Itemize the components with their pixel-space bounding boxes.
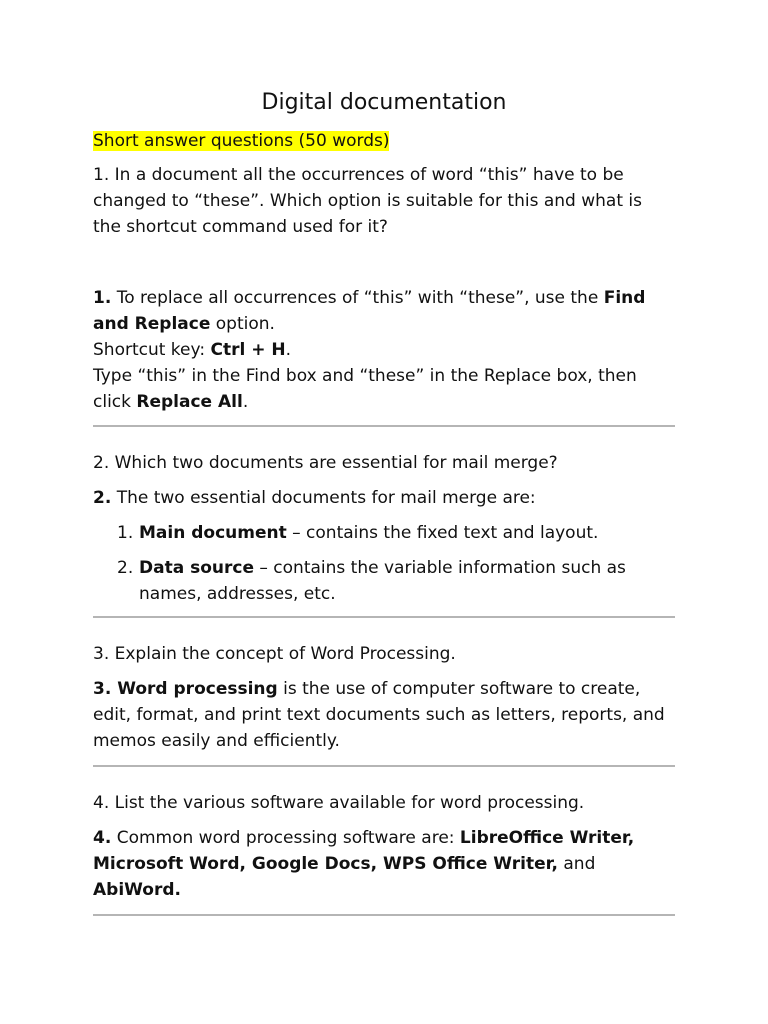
shortcut-key: Ctrl + H: [210, 340, 286, 360]
page-title: Digital documentation: [261, 90, 507, 115]
answer-1-number: 1.: [93, 288, 112, 308]
answer-1-text-end: option.: [210, 314, 275, 334]
answer-4-and: and: [557, 854, 596, 874]
section-heading-label: Short answer questions (50 words): [93, 131, 390, 151]
answer-4-text: Common word processing software are:: [111, 828, 460, 848]
instructions-end: .: [242, 392, 249, 412]
answer-3-term: Word processing: [111, 679, 278, 699]
answer-4-number: 4.: [93, 828, 112, 848]
divider-1: [93, 425, 675, 427]
instructions-text: Type “this” in the Find box and “these” in the Replace box, then click: [93, 366, 637, 412]
answer-3-number: 3.: [93, 679, 112, 699]
replace-all-term: Replace All: [136, 392, 243, 412]
divider-3: [93, 765, 675, 767]
divider-2: [93, 616, 675, 618]
answer-1: [93, 285, 675, 337]
divider-4: [93, 914, 675, 916]
answer-2-text: The two essential documents for mail merge are:: [111, 488, 536, 508]
list-item-number: 1.: [117, 523, 134, 543]
list-item-number: 2.: [117, 558, 134, 578]
list-item-desc: – contains the variable information such as names, addresses, etc.: [139, 558, 626, 604]
answer-4: [93, 825, 675, 903]
answer-3: [93, 676, 675, 754]
question-4: 4. List the various software available for word processing.: [93, 793, 585, 813]
answer-1-text-start: To replace all occurrences of “this” with “these”, use the: [111, 288, 604, 308]
answer-1-find-replace: Find and Replace: [93, 288, 646, 334]
answer-1-shortcut-line: [93, 337, 675, 363]
list-item-term: Data source: [139, 558, 254, 578]
answer-4-software-list: LibreOffice Writer, Microsoft Word, Google Docs, WPS Office Writer,: [93, 828, 635, 874]
section-heading: [93, 130, 675, 152]
question-2: 2. Which two documents are essential for mail merge?: [93, 453, 558, 473]
list-item: [117, 520, 675, 546]
answer-3-text: is the use of computer software to create, edit, format, and print text documents such as letters, reports, and memos easily and efficiently.: [93, 679, 665, 751]
shortcut-label: Shortcut key:: [93, 340, 211, 360]
list-item-desc: – contains the fixed text and layout.: [286, 523, 599, 543]
list-item-term: Main document: [139, 523, 287, 543]
answer-2: [93, 485, 675, 511]
mail-merge-document-list: [93, 520, 675, 607]
answer-1-instructions: [93, 363, 675, 415]
question-1: 1. In a document all the occurrences of word “this” have to be changed to “these”. Which option is suitable for this and what is the shortcut command used for it?: [93, 165, 642, 237]
question-3: 3. Explain the concept of Word Processing.: [93, 644, 456, 664]
shortcut-end: .: [285, 340, 291, 360]
answer-2-number: 2.: [93, 488, 112, 508]
list-item: [117, 555, 675, 607]
answer-4-abiword: AbiWord.: [93, 880, 181, 900]
